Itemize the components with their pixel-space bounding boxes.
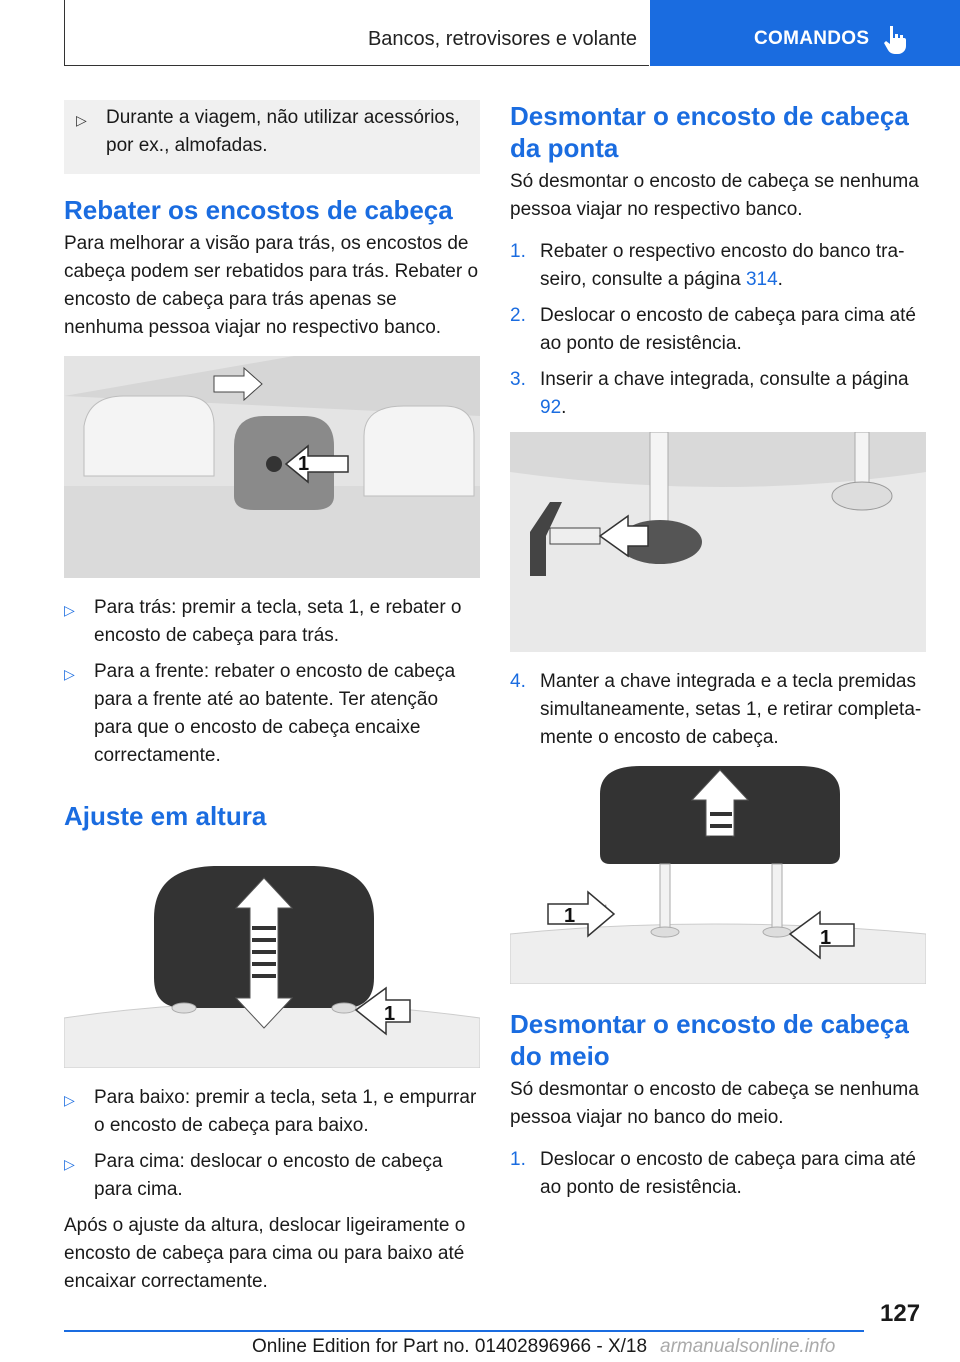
watermark: armanualsonline.info <box>660 1336 836 1357</box>
footer-edition: Online Edition for Part no. 01402896966 - X/18 <box>252 1336 648 1357</box>
triangle-bullet-icon: ▷ <box>64 602 75 618</box>
height-bullet: ▷ Para cima: deslocar o encosto de cabeça para cima. <box>64 1148 480 1204</box>
step-item: 1. Deslocar o encosto de cabeça para cima até ao ponto de resistência. <box>510 1149 916 1198</box>
triangle-bullet-icon: ▷ <box>76 112 87 128</box>
heading-height: Ajuste em altura <box>64 801 267 831</box>
section-title: Bancos, retrovisores e volante <box>367 28 637 50</box>
right-column <box>510 100 926 1210</box>
triangle-bullet-icon: ▷ <box>64 1156 75 1172</box>
step-item: 4. Manter a chave integrada e a tecla premidas simultaneamente, setas 1, e retirar completamente o encosto de cabeça. <box>510 671 922 748</box>
page-number: 127 <box>880 1300 921 1327</box>
note-box <box>64 100 480 174</box>
figure-callout: 1 <box>564 905 576 927</box>
figure-callout: 1 <box>384 1003 396 1025</box>
page-link[interactable]: 92 <box>540 397 562 418</box>
step-item: 1. Rebater o respectivo encosto do banco traseiro, consulte a página 314. <box>510 241 905 290</box>
section-header <box>64 0 649 66</box>
fold-bullet: ▷ Para trás: premir a tecla, seta 1, e rebater o encosto de cabeça para trás. <box>64 594 480 650</box>
heading-middle-headrest: Desmontar o encosto de cabeça do meio <box>510 1009 909 1071</box>
page-header <box>64 0 960 66</box>
paragraph-fold: Para melhorar a visão para trás, os encostos de cabeça podem ser rebatidos para trás. Rebater o encosto de cabeça para trás apenas se nenhuma pessoa viajar no respectivo banco. <box>64 233 479 338</box>
chapter-tab[interactable] <box>650 0 960 66</box>
paragraph-middle: Só desmontar o encosto de cabeça se nenhuma pessoa viajar no banco do meio. <box>510 1079 919 1128</box>
triangle-bullet-icon: ▷ <box>64 666 75 682</box>
page-link[interactable]: 314 <box>745 269 778 290</box>
heading-outer-headrest: Desmontar o encosto de cabeça da ponta <box>510 101 909 163</box>
triangle-bullet-icon: ▷ <box>64 1092 75 1108</box>
pointing-hand-icon <box>882 24 908 54</box>
figure-key-insert <box>510 432 926 652</box>
fold-bullet: ▷ Para a frente: rebater o encosto de cabeça para a frente até ao batente. Ter atenção para que o encosto de cabeça encaixe correctamente. <box>64 658 480 770</box>
figure-remove-headrest <box>510 764 926 984</box>
chapter-tab-label: COMANDOS <box>754 28 870 49</box>
step-item: 2. Deslocar o encosto de cabeça para cima até ao ponto de resistência. <box>510 305 916 354</box>
figure-callout: 1 <box>298 453 310 475</box>
left-column <box>64 100 480 1310</box>
figure-fold-headrest <box>64 356 480 578</box>
step-item: 3. Inserir a chave integrada, consulte a página 92. <box>510 369 909 418</box>
footer-divider <box>64 1330 864 1332</box>
height-bullet: ▷ Para baixo: premir a tecla, seta 1, e empurrar o encosto de cabeça para baixo. <box>64 1084 480 1140</box>
figure-callout: 1 <box>820 927 832 949</box>
heading-fold: Rebater os encostos de cabeça <box>64 195 453 225</box>
paragraph-outer: Só desmontar o encosto de cabeça se nenhuma pessoa viajar no respectivo banco. <box>510 171 919 220</box>
figure-height-adjust <box>64 858 480 1068</box>
note-bullet: ▷ Durante a viagem, não utilizar acessórios, por ex., almofadas. <box>76 104 468 160</box>
paragraph-after-height: Após o ajuste da altura, deslocar ligeiramente o encosto de cabeça para cima ou para baixo até encaixar correctamente. <box>64 1215 466 1292</box>
